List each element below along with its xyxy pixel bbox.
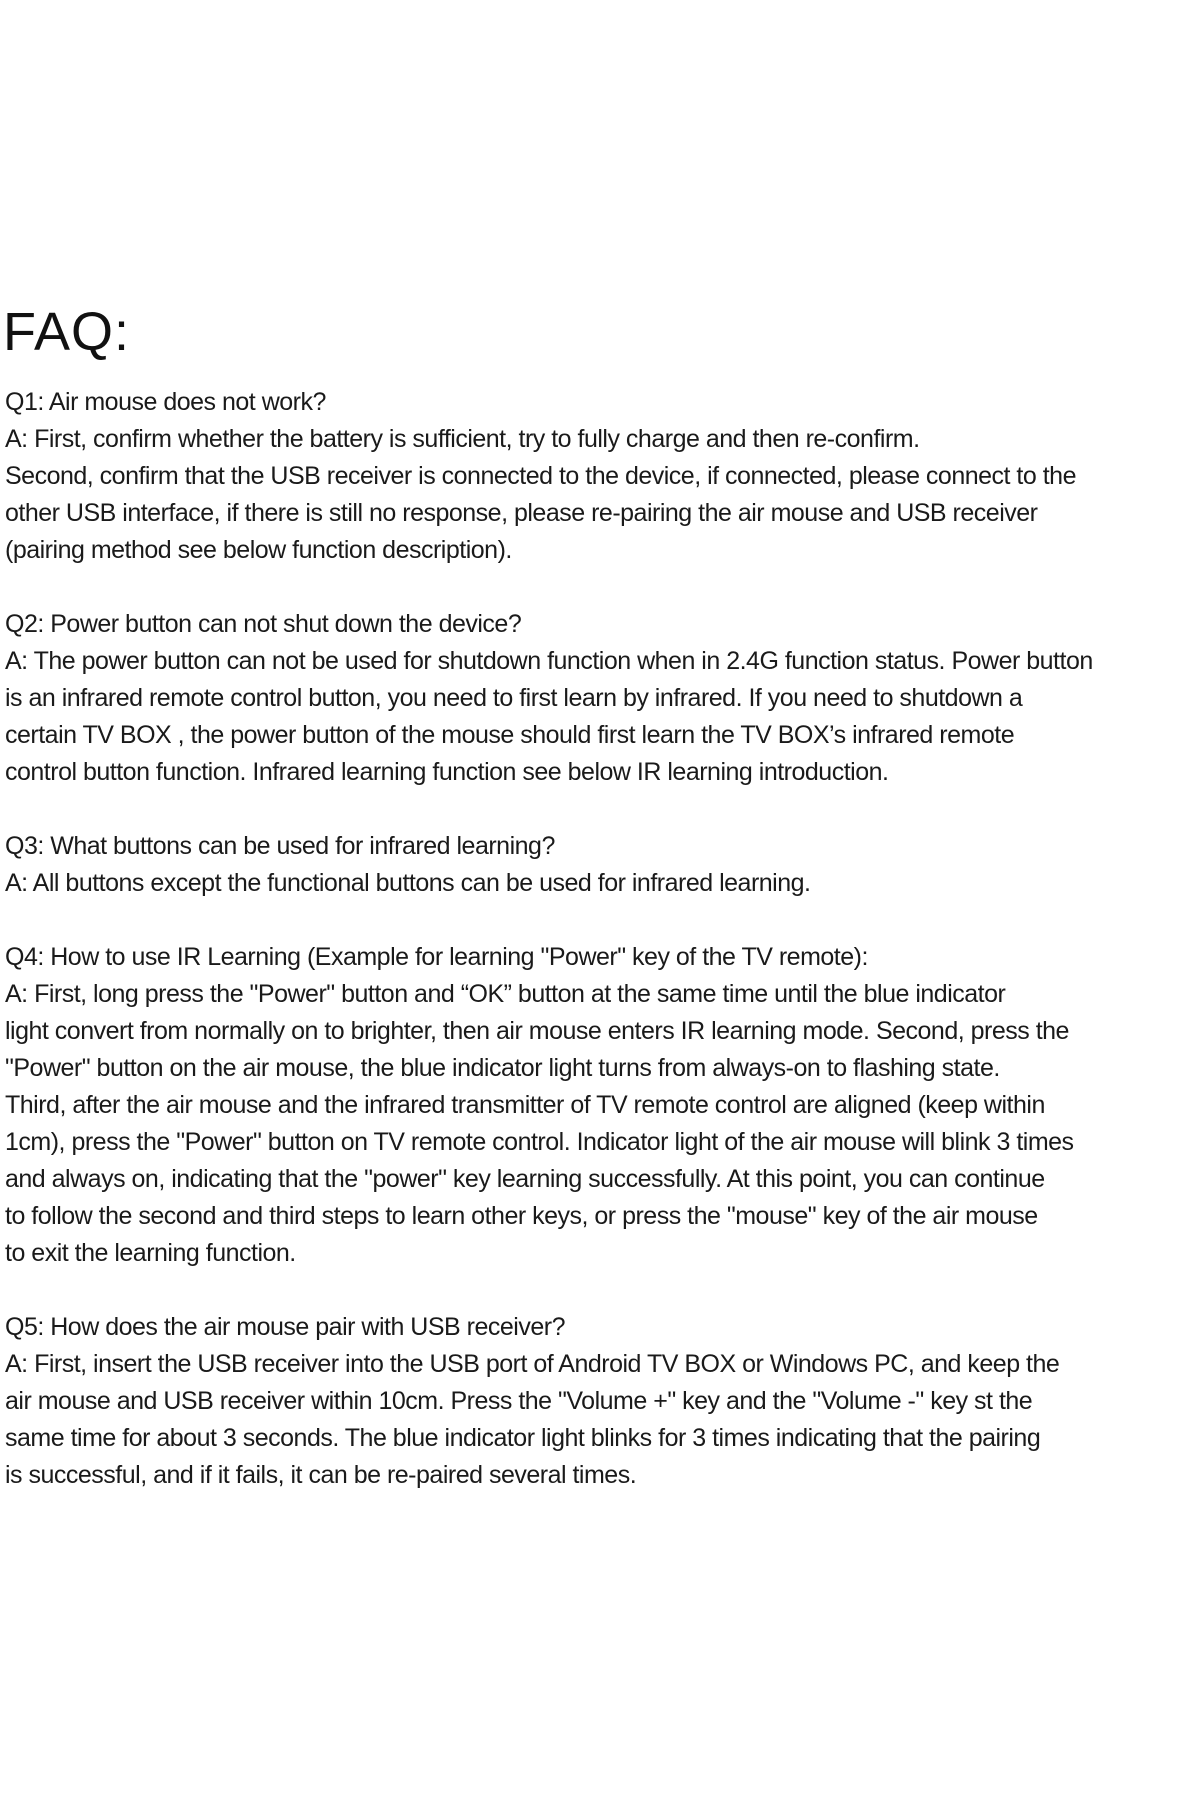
faq-answer-line: Third, after the air mouse and the infrared transmitter of TV remote control are aligned (keep within xyxy=(5,1091,1045,1119)
faq-answer-line: A: The power button can not be used for shutdown function when in 2.4G function status. Power button xyxy=(5,647,1093,675)
faq-answer-line: is an infrared remote control button, you need to first learn by infrared. If you need to shutdown a xyxy=(5,684,1023,712)
faq-list xyxy=(5,384,1195,1531)
faq-item-q2 xyxy=(5,606,1195,791)
faq-answer-line: light convert from normally on to brighter, then air mouse enters IR learning mode. Second, press the xyxy=(5,1017,1069,1045)
faq-answer-line: and always on, indicating that the "power" key learning successfully. At this point, you can continue xyxy=(5,1165,1045,1193)
faq-answer-line: A: All buttons except the functional buttons can be used for infrared learning. xyxy=(5,869,811,897)
faq-answer-line: A: First, confirm whether the battery is sufficient, try to fully charge and then re-confirm. xyxy=(5,425,920,453)
faq-answer-line: certain TV BOX , the power button of the mouse should first learn the TV BOX’s infrared remote xyxy=(5,721,1015,749)
faq-answer-line: same time for about 3 seconds. The blue indicator light blinks for 3 times indicating that the pairing xyxy=(5,1424,1041,1452)
faq-answer-line: is successful, and if it fails, it can be re-paired several times. xyxy=(5,1461,637,1489)
faq-question: Q3: What buttons can be used for infrared learning? xyxy=(5,832,555,860)
faq-item-q4 xyxy=(5,939,1195,1272)
faq-item-q3 xyxy=(5,828,1195,902)
faq-answer-line: 1cm), press the "Power" button on TV remote control. Indicator light of the air mouse will blink 3 times xyxy=(5,1128,1074,1156)
faq-answer-line: (pairing method see below function description). xyxy=(5,536,512,564)
faq-item-q5 xyxy=(5,1309,1195,1494)
faq-answer-line: air mouse and USB receiver within 10cm. Press the "Volume +" key and the "Volume -" key st the xyxy=(5,1387,1033,1415)
faq-answer-line: Second, confirm that the USB receiver is connected to the device, if connected, please connect to the xyxy=(5,462,1076,490)
page-title: FAQ: xyxy=(3,302,131,362)
faq-question: Q4: How to use IR Learning (Example for learning "Power" key of the TV remote): xyxy=(5,943,868,971)
faq-question: Q5: How does the air mouse pair with USB receiver? xyxy=(5,1313,565,1341)
faq-answer-line: to exit the learning function. xyxy=(5,1239,296,1267)
faq-answer-line: to follow the second and third steps to learn other keys, or press the "mouse" key of the air mouse xyxy=(5,1202,1038,1230)
faq-question: Q2: Power button can not shut down the device? xyxy=(5,610,522,638)
faq-answer-line: A: First, long press the "Power" button and “OK” button at the same time until the blue indicator xyxy=(5,980,1006,1008)
faq-answer-line: control button function. Infrared learning function see below IR learning introduction. xyxy=(5,758,889,786)
faq-item-q1 xyxy=(5,384,1195,569)
faq-answer-line: A: First, insert the USB receiver into the USB port of Android TV BOX or Windows PC, and keep the xyxy=(5,1350,1060,1378)
faq-answer-line: other USB interface, if there is still no response, please re-pairing the air mouse and USB receiver xyxy=(5,499,1038,527)
faq-answer-line: "Power" button on the air mouse, the blue indicator light turns from always-on to flashing state. xyxy=(5,1054,1000,1082)
faq-question: Q1: Air mouse does not work? xyxy=(5,388,326,416)
